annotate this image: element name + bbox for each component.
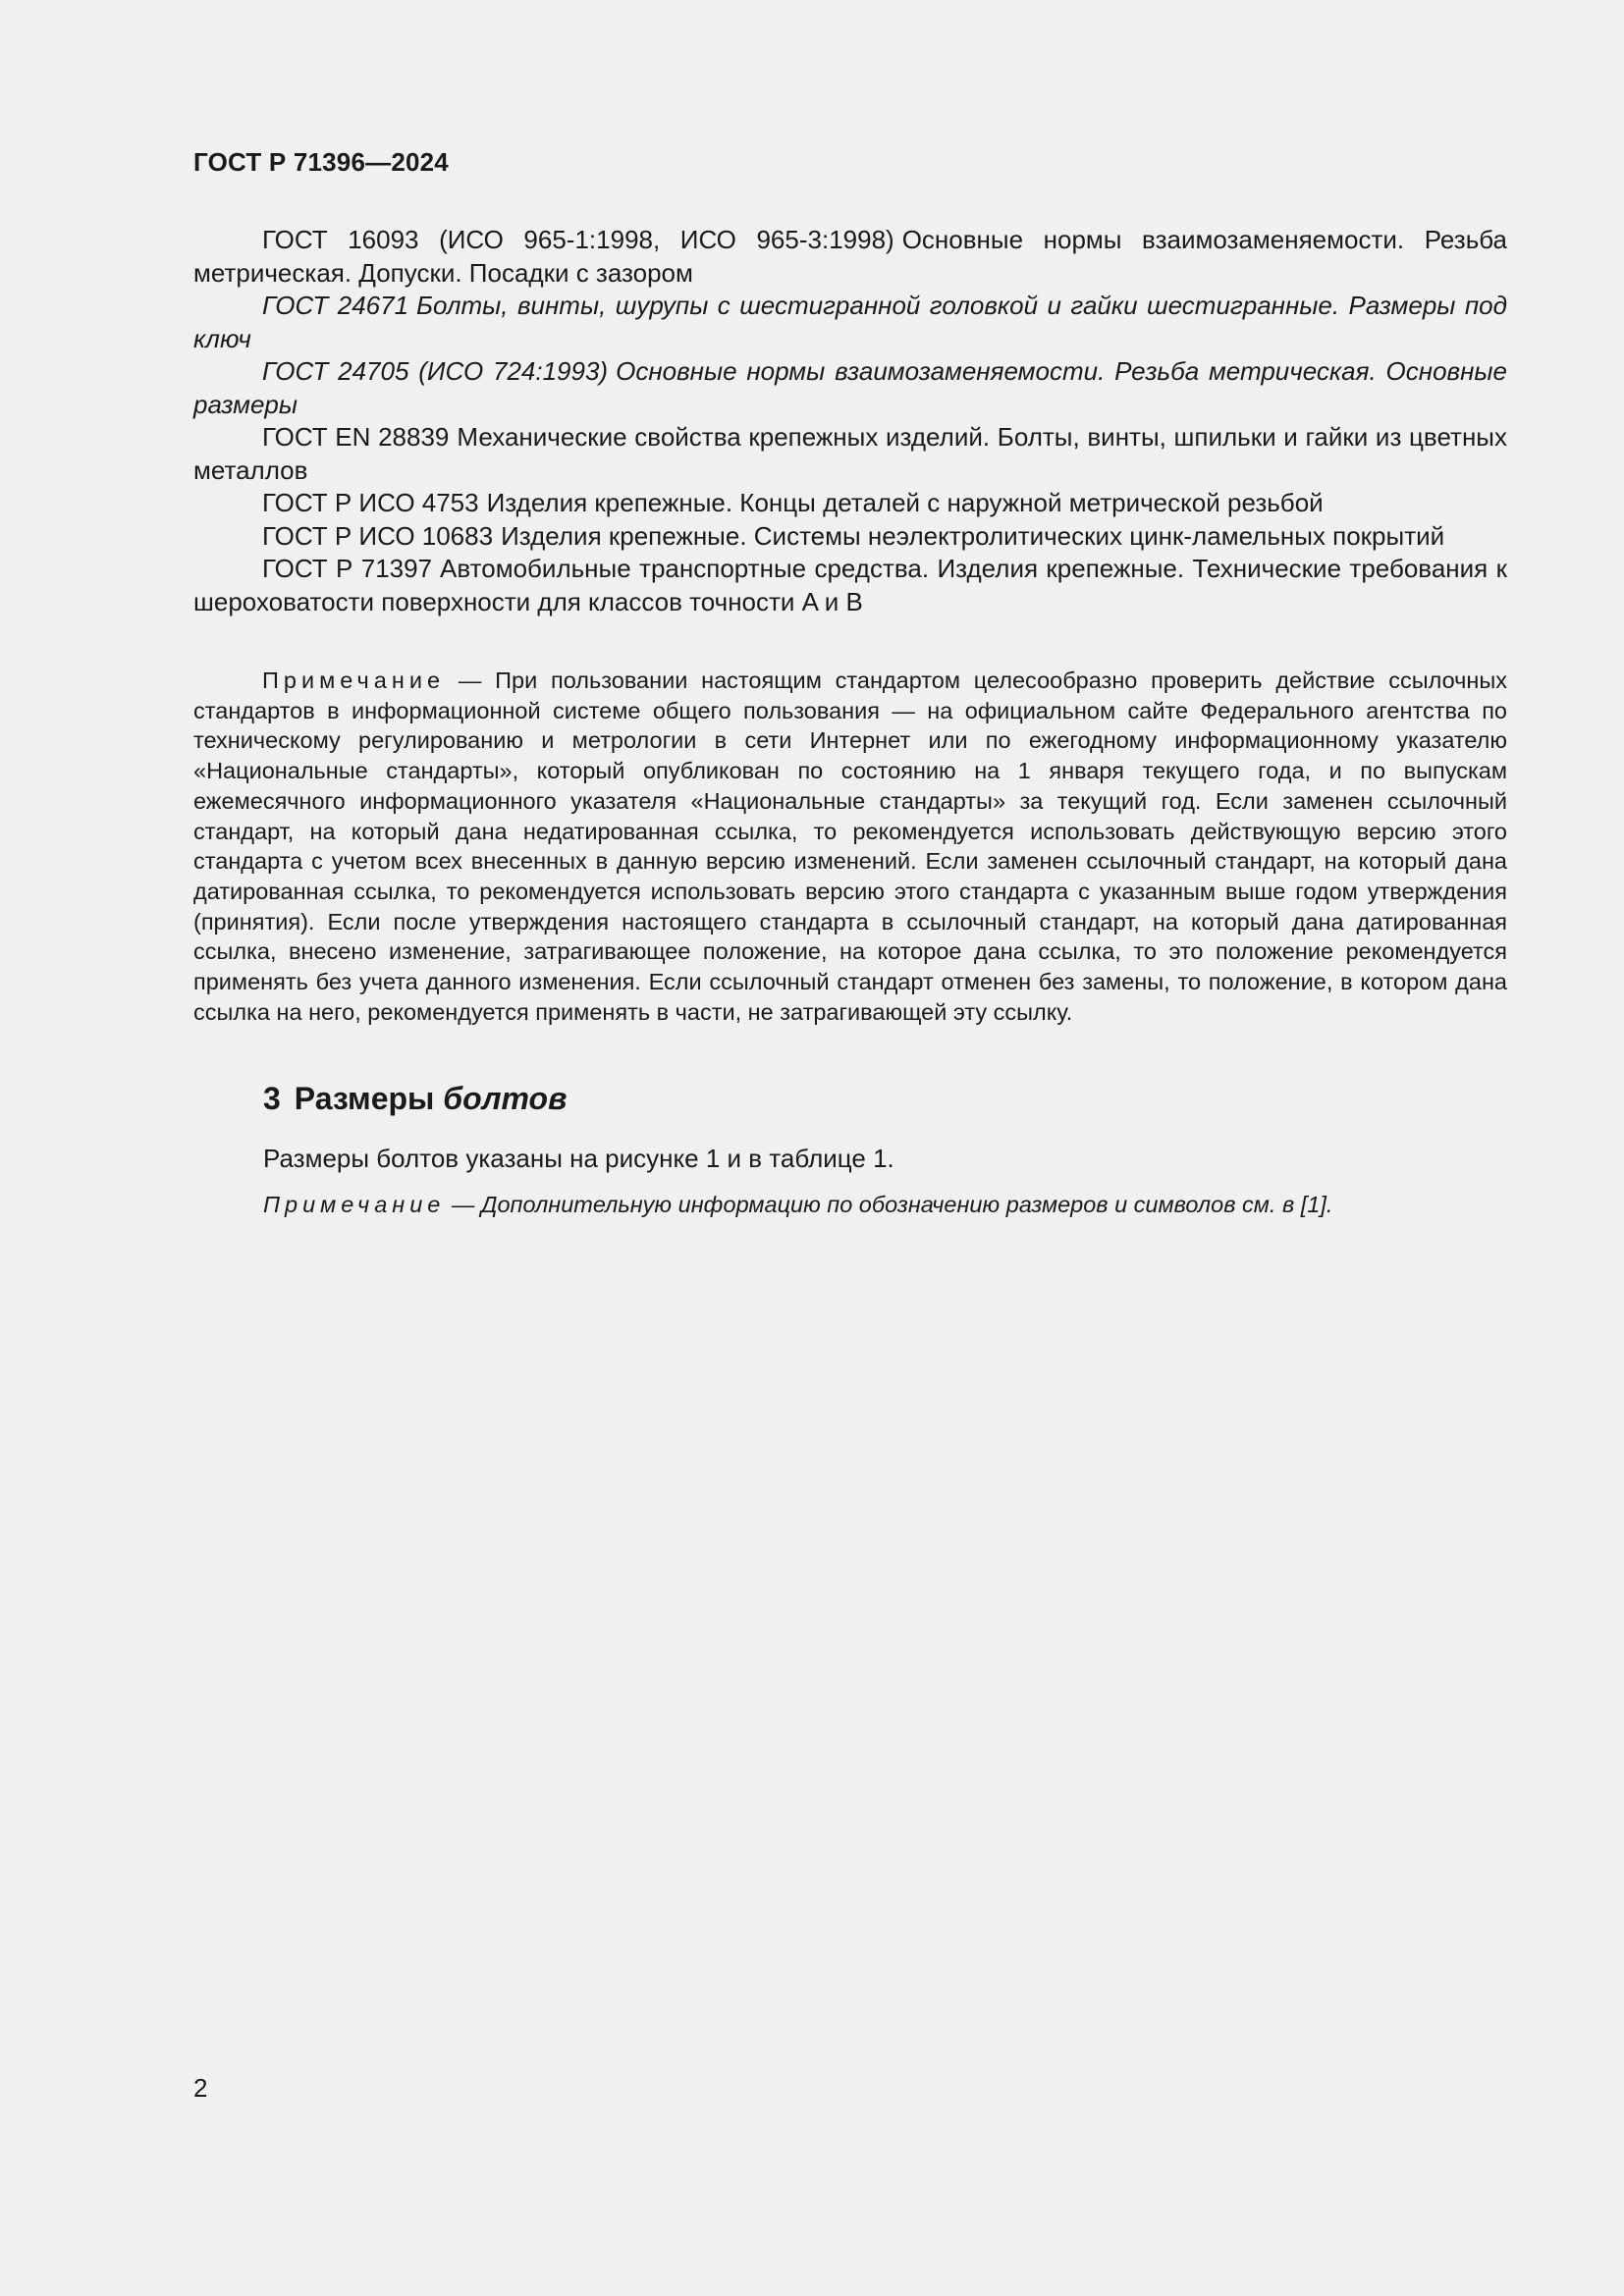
reference-title: Болты, винты, шурупы с шестигранной головкой и гайки шестигранные. Размеры под ключ <box>193 291 1507 353</box>
reference-gost-r-71397 <box>193 553 1507 618</box>
section-note-text: — Дополнительную информацию по обозначению размеров и символов см. в [1]. <box>451 1192 1333 1217</box>
reference-code: ГОСТ Р 71397 <box>262 554 433 583</box>
reference-gost-24705 <box>193 355 1507 421</box>
section-title-italic: болтов <box>443 1081 568 1116</box>
reference-gost-24671 <box>193 290 1507 355</box>
reference-title: Изделия крепежные. Системы неэлектролитических цинк-ламельных покрытий <box>501 520 1445 551</box>
section-note <box>263 1192 1332 1218</box>
reference-title: Механические свойства крепежных изделий. Болты, винты, шпильки и гайки из цветных металлов <box>193 422 1507 485</box>
reference-code: ГОСТ EN 28839 <box>262 422 450 452</box>
reference-title: Основные нормы взаимозаменяемости. Резьба метрическая. Допуски. Посадки с зазором <box>193 225 1507 288</box>
reference-gost-r-iso-4753 <box>193 487 1507 520</box>
reference-gost-16093 <box>193 224 1507 290</box>
reference-code: ГОСТ 24705 (ИСО 724:1993) <box>262 356 609 386</box>
section-body-text: Размеры болтов указаны на рисунке 1 и в таблице 1. <box>263 1144 894 1173</box>
page-number: 2 <box>193 2073 208 2103</box>
reference-code: ГОСТ 24671 <box>262 291 409 320</box>
reference-gost-en-28839 <box>193 421 1507 487</box>
note-label: Примечание <box>262 667 446 693</box>
reference-title: Основные нормы взаимозаменяемости. Резьба метрическая. Основные размеры <box>193 356 1507 419</box>
section-number: 3 <box>263 1081 281 1116</box>
reference-gost-r-iso-10683 <box>193 520 1507 554</box>
normative-references-list <box>193 224 1507 618</box>
reference-title: Автомобильные транспортные средства. Изделия крепежные. Технические требования к шероховатости поверхности для классов точности A и B <box>193 554 1507 616</box>
references-note <box>193 666 1507 1027</box>
page-header-standard-number: ГОСТ Р 71396—2024 <box>193 147 449 177</box>
section-title-regular: Размеры <box>294 1081 435 1116</box>
reference-title: Изделия крепежные. Концы деталей с наружной метрической резьбой <box>486 488 1324 517</box>
note-text: — При пользовании настоящим стандартом целесообразно проверить действие ссылочных стандартов в информационной системе общего пользования — на официальном сайте Федерального агентства по техническому регулированию и метрологии в сети Интернет или по ежегодному информационному указателю «Национальные стандарты», который опубликован по состоянию на 1 января текущего года, и по выпускам ежемесячного информационного указателя «Национальные стандарты» за текущий год. Если заменен ссылочный стандарт, на который дана недатированная ссылка, то рекомендуется использовать действующую версию этого стандарта с учетом всех внесенных в данную версию изменений. Если заменен ссылочный стандарт, на который дана датированная ссылка, то рекомендуется использовать версию этого стандарта с указанным выше годом утверждения (принятия). Если после утверждения настоящего стандарта в ссылочный стандарт, на который дана датированная ссылка, внесено изменение, затрагивающее положение, на которое дана ссылка, то это положение рекомендуется применять без учета данного изменения. Если ссылочный стандарт отменен без замены, то положение, в котором дана ссылка на него, рекомендуется применять в части, не затрагивающей эту ссылку. <box>193 667 1507 1025</box>
reference-code: ГОСТ Р ИСО 4753 <box>262 488 479 517</box>
section-heading <box>263 1081 567 1117</box>
reference-code: ГОСТ Р ИСО 10683 <box>262 520 494 551</box>
reference-code: ГОСТ 16093 (ИСО 965-1:1998, ИСО 965-3:1998) <box>262 225 894 254</box>
section-note-label: Примечание <box>263 1192 446 1217</box>
